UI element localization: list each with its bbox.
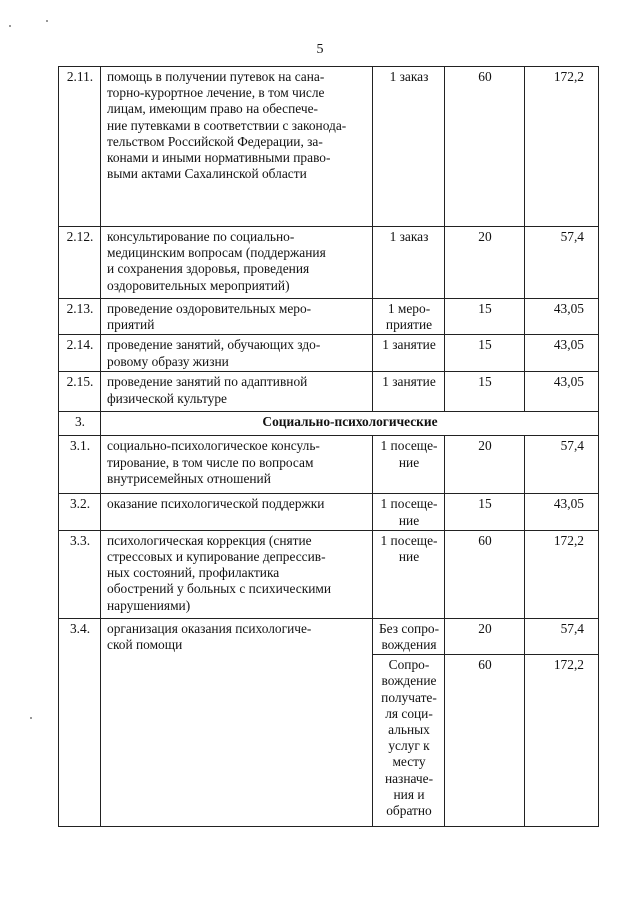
service-description-line: проведение занятий, обучающих здо- bbox=[107, 337, 321, 353]
section-number: 3. bbox=[59, 412, 101, 436]
price-value: 43,05 bbox=[525, 372, 599, 412]
service-description bbox=[101, 227, 373, 299]
row-number: 2.14. bbox=[59, 335, 101, 372]
price-value: 43,05 bbox=[525, 299, 599, 335]
unit-of-service-line: Сопро- bbox=[388, 657, 430, 673]
table-row bbox=[59, 618, 599, 654]
row-number: 3.3. bbox=[59, 530, 101, 618]
price-value: 43,05 bbox=[525, 335, 599, 372]
service-description-line: психологическая коррекция (снятие bbox=[107, 532, 312, 548]
service-description bbox=[101, 299, 373, 335]
service-description-line: консультирование по социально- bbox=[107, 229, 295, 244]
unit-of-service-line: вождение bbox=[381, 673, 437, 689]
service-description-line: тирование, в том числе по вопросам bbox=[107, 454, 314, 470]
unit-of-service-line: 1 посеще- bbox=[380, 438, 438, 454]
row-number: 2.12. bbox=[59, 227, 101, 299]
unit-of-service bbox=[373, 67, 445, 227]
service-description bbox=[101, 494, 373, 530]
quantity-value: 20 bbox=[445, 436, 525, 494]
service-description-line: оказание психологической поддержки bbox=[107, 496, 325, 512]
services-table bbox=[58, 66, 599, 827]
table-row bbox=[59, 494, 599, 530]
unit-of-service-line: ля соци- bbox=[385, 705, 433, 721]
quantity-value: 60 bbox=[445, 67, 525, 227]
unit-of-service-line: 1 посеще- bbox=[380, 496, 438, 512]
service-description-line: и сохранения здоровья, проведения bbox=[107, 261, 310, 277]
table-row bbox=[59, 530, 599, 618]
unit-of-service-line: ние bbox=[398, 549, 420, 565]
service-description-line: внутрисемейных отношений bbox=[107, 470, 271, 486]
unit-of-service-line: услуг к bbox=[388, 738, 430, 754]
scan-speck bbox=[9, 25, 11, 27]
unit-of-service bbox=[373, 299, 445, 335]
quantity-value: 15 bbox=[445, 372, 525, 412]
unit-of-service bbox=[373, 227, 445, 299]
unit-of-service-line: 1 занятие bbox=[382, 337, 436, 353]
service-description-line: оздоровительных мероприятий) bbox=[107, 277, 290, 293]
service-description-line: ние путевками в соответствии с законода- bbox=[107, 117, 347, 133]
service-description bbox=[101, 530, 373, 618]
table-row bbox=[59, 67, 599, 227]
service-description-line: конами и иными нормативными право- bbox=[107, 150, 331, 166]
quantity-value: 20 bbox=[445, 618, 525, 654]
page-number: 5 bbox=[316, 42, 324, 57]
price-value: 172,2 bbox=[525, 67, 599, 227]
service-description-line: проведение занятий по адаптивной bbox=[107, 374, 308, 390]
unit-of-service-line: ния и bbox=[393, 786, 425, 802]
price-value: 57,4 bbox=[525, 618, 599, 654]
service-description-line: ской помощи bbox=[107, 637, 183, 653]
service-description-line: проведение оздоровительных меро- bbox=[107, 301, 312, 316]
price-value: 43,05 bbox=[525, 494, 599, 530]
service-description-line: физической культуре bbox=[107, 390, 227, 406]
table-row bbox=[59, 227, 599, 299]
service-description bbox=[101, 67, 373, 227]
unit-of-service-line: получате- bbox=[381, 689, 437, 705]
price-value: 57,4 bbox=[525, 227, 599, 299]
table-row bbox=[59, 335, 599, 372]
quantity-value: 15 bbox=[445, 299, 525, 335]
row-number: 2.13. bbox=[59, 299, 101, 335]
service-description bbox=[101, 335, 373, 372]
unit-of-service bbox=[373, 618, 445, 654]
unit-of-service bbox=[373, 530, 445, 618]
unit-of-service-line: Без сопро- bbox=[378, 620, 440, 636]
section-row bbox=[59, 412, 599, 436]
service-description-line: выми актами Сахалинской области bbox=[107, 166, 307, 182]
row-number: 3.2. bbox=[59, 494, 101, 530]
quantity-value: 15 bbox=[445, 335, 525, 372]
service-description-line: нарушениями) bbox=[107, 597, 191, 613]
service-description-line: стрессовых и купирование депрессив- bbox=[107, 549, 326, 565]
unit-of-service-line: назначе- bbox=[384, 770, 434, 786]
service-description-line: помощь в получении путевок на сана- bbox=[107, 69, 325, 84]
service-description-line: тельством Российской Федерации, за- bbox=[107, 133, 323, 149]
table-row bbox=[59, 372, 599, 412]
unit-of-service bbox=[373, 655, 445, 827]
service-description bbox=[101, 436, 373, 494]
row-number: 3.1. bbox=[59, 436, 101, 494]
service-description-line: медицинским вопросам (поддержания bbox=[107, 245, 326, 261]
service-description-line: ровому образу жизни bbox=[107, 353, 229, 369]
unit-of-service-line: альных bbox=[388, 722, 430, 738]
unit-of-service-line: месту bbox=[392, 754, 426, 770]
row-number: 2.15. bbox=[59, 372, 101, 412]
unit-of-service bbox=[373, 494, 445, 530]
service-description-line: организация оказания психологиче- bbox=[107, 620, 312, 636]
unit-of-service-line: 1 посеще- bbox=[380, 532, 438, 548]
price-value: 172,2 bbox=[525, 530, 599, 618]
unit-of-service-line: обратно bbox=[386, 803, 432, 819]
unit-of-service-line: 1 заказ bbox=[389, 229, 429, 244]
price-value: 172,2 bbox=[525, 655, 599, 827]
quantity-value: 60 bbox=[445, 530, 525, 618]
table-row bbox=[59, 436, 599, 494]
service-description-line: обострений у больных с психическими bbox=[107, 581, 332, 597]
scan-speck bbox=[46, 20, 48, 22]
scan-speck bbox=[30, 717, 32, 719]
unit-of-service-line: 1 заказ bbox=[389, 69, 429, 84]
service-description-line: ных состояний, профилактика bbox=[107, 565, 280, 581]
service-description-line: торно-курортное лечение, в том числе bbox=[107, 85, 325, 101]
service-description-line: приятий bbox=[107, 317, 155, 333]
price-value: 57,4 bbox=[525, 436, 599, 494]
unit-of-service-line: ние bbox=[398, 512, 420, 528]
table-row bbox=[59, 299, 599, 335]
unit-of-service bbox=[373, 372, 445, 412]
row-number: 3.4. bbox=[59, 618, 101, 826]
unit-of-service-line: вождения bbox=[381, 637, 437, 653]
service-description bbox=[101, 618, 373, 826]
service-description-line: лицам, имеющим право на обеспече- bbox=[107, 101, 319, 117]
unit-of-service-line: ние bbox=[398, 454, 420, 470]
quantity-value: 15 bbox=[445, 494, 525, 530]
service-description bbox=[101, 372, 373, 412]
service-description-line: социально-психологическое консуль- bbox=[107, 438, 320, 454]
quantity-value: 20 bbox=[445, 227, 525, 299]
section-title: Социально-психологические bbox=[101, 412, 599, 436]
row-number: 2.11. bbox=[59, 67, 101, 227]
unit-of-service-line: 1 меро- bbox=[387, 301, 431, 316]
unit-of-service-line: 1 занятие bbox=[382, 374, 436, 390]
quantity-value: 60 bbox=[445, 655, 525, 827]
unit-of-service bbox=[373, 436, 445, 494]
unit-of-service-line: приятие bbox=[385, 317, 433, 333]
unit-of-service bbox=[373, 335, 445, 372]
